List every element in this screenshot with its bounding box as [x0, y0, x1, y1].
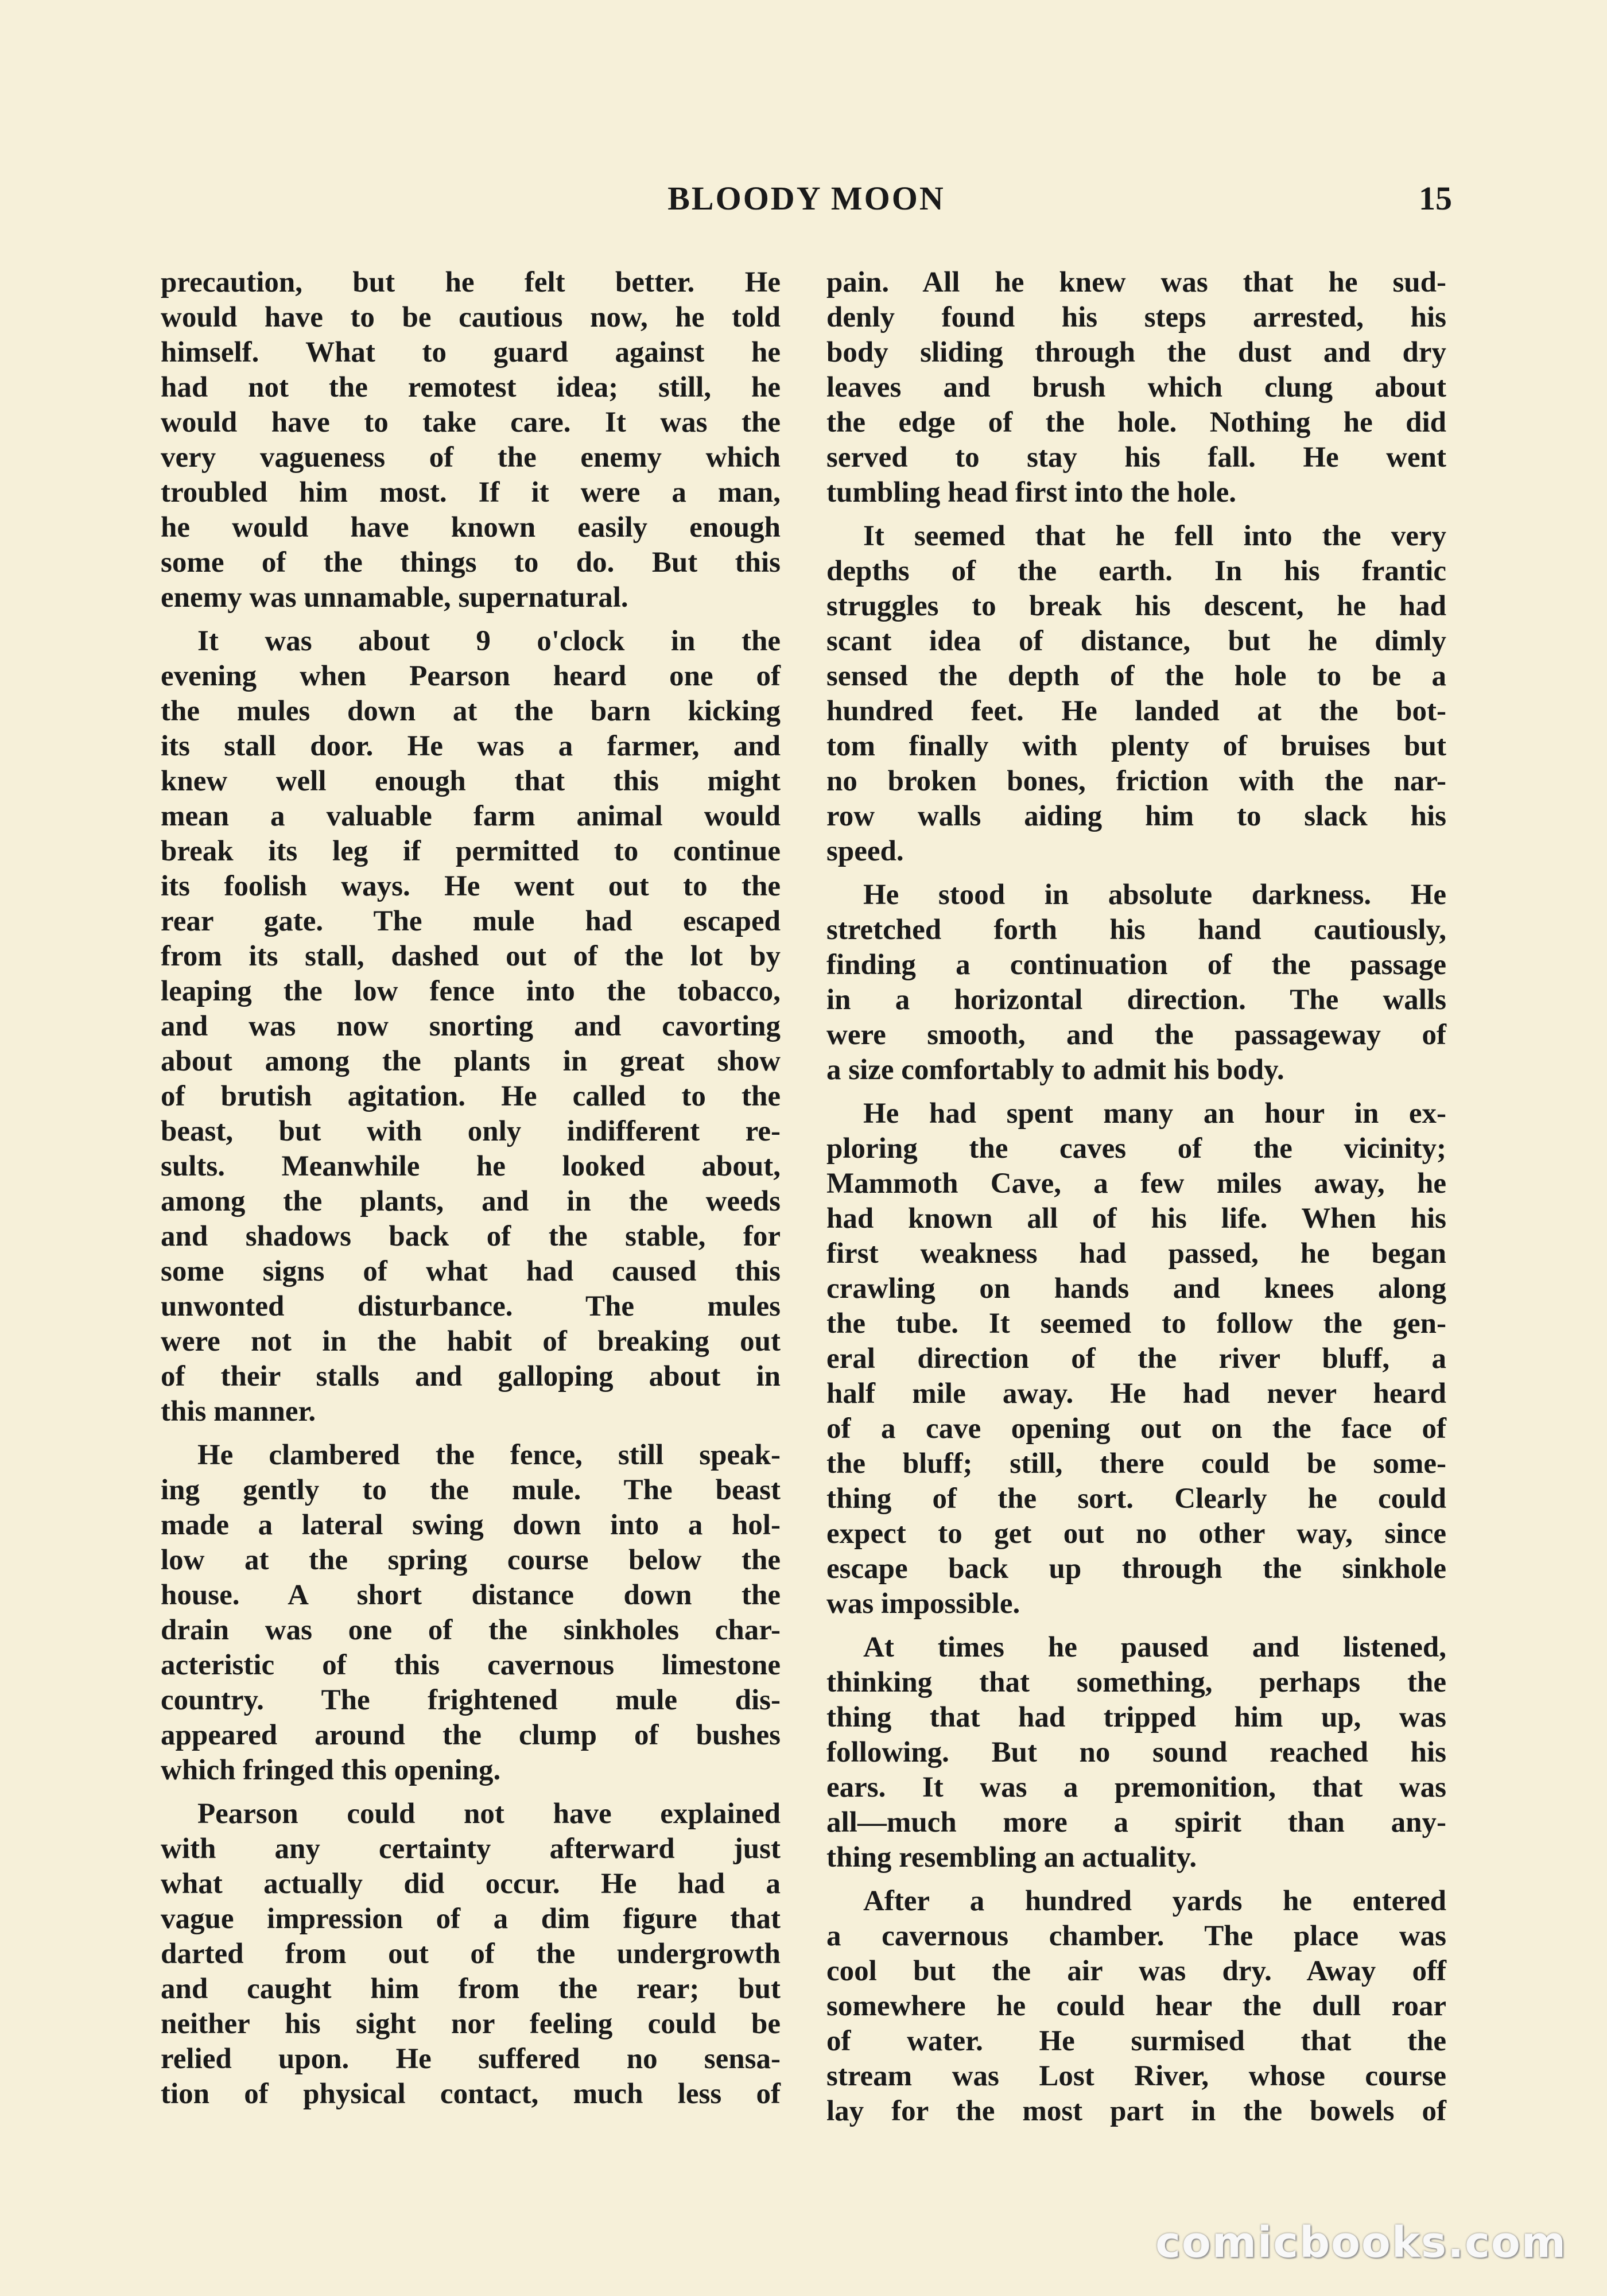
text-line: its stall door. He was a farmer, and [161, 730, 781, 762]
paragraph [826, 1096, 1446, 1622]
text-line: had known all of his life. When his [826, 1203, 1446, 1235]
text-line: finding a continuation of the passage [826, 949, 1446, 981]
text-line: troubled him most. If it were a man, [161, 476, 781, 509]
right-column [826, 265, 1446, 2138]
text-line: He had spent many an hour in ex- [863, 1097, 1446, 1130]
page-number: 15 [1419, 180, 1452, 217]
text-line: made a lateral swing down into a hol- [161, 1509, 781, 1541]
paragraph [826, 1630, 1446, 1875]
text-line: ploring the caves of the vicinity; [826, 1133, 1446, 1165]
text-line: served to stay his fall. He went [826, 441, 1446, 474]
paragraph [826, 1884, 1446, 2129]
text-line: unwonted disturbance. The mules [161, 1290, 781, 1322]
watermark: comicbooks.com [1155, 2218, 1567, 2267]
text-line: would have to take care. It was the [161, 406, 781, 439]
text-line: appeared around the clump of bushes [161, 1719, 781, 1751]
text-line: leaping the low fence into the tobacco, [161, 975, 781, 1007]
text-line: struggles to break his descent, he had [826, 590, 1446, 622]
text-line: half mile away. He had never heard [826, 1378, 1446, 1410]
text-line: relied upon. He suffered no sensa- [161, 2043, 781, 2075]
text-line: he would have known easily enough [161, 511, 781, 544]
text-line: body sliding through the dust and dry [826, 336, 1446, 369]
text-line: eral direction of the river bluff, a [826, 1343, 1446, 1375]
text-line: darted from out of the undergrowth [161, 1938, 781, 1970]
text-line: hundred feet. He landed at the bot- [826, 695, 1446, 727]
text-line: were not in the habit of breaking out [161, 1325, 781, 1358]
text-line: expect to get out no other way, since [826, 1518, 1446, 1550]
text-line: pain. All he knew was that he sud- [826, 266, 1446, 298]
running-title: BLOODY MOON [667, 180, 945, 217]
text-line: about among the plants in great show [161, 1045, 781, 1077]
text-line: stream was Lost River, whose course [826, 2060, 1446, 2092]
text-line: from its stall, dashed out of the lot by [161, 940, 781, 972]
text-line: the edge of the hole. Nothing he did [826, 406, 1446, 439]
text-line: enemy was unnamable, supernatural. [161, 581, 628, 614]
paragraph [826, 265, 1446, 510]
text-line: precaution, but he felt better. He [161, 266, 781, 298]
text-line: very vagueness of the enemy which [161, 441, 781, 474]
text-line: of their stalls and galloping about in [161, 1360, 781, 1393]
text-line: and was now snorting and cavorting [161, 1010, 781, 1042]
text-line: crawling on hands and knees along [826, 1273, 1446, 1305]
text-line: a cavernous chamber. The place was [826, 1920, 1446, 1952]
text-line: cool but the air was dry. Away off [826, 1955, 1446, 1987]
text-line: depths of the earth. In his frantic [826, 555, 1446, 587]
text-line: with any certainty afterward just [161, 1833, 781, 1865]
text-line: stretched forth his hand cautiously, [826, 914, 1446, 946]
text-line: some signs of what had caused this [161, 1255, 781, 1287]
text-line: among the plants, and in the weeds [161, 1185, 781, 1217]
text-line: in a horizontal direction. The walls [826, 984, 1446, 1016]
text-line: thing of the sort. Clearly he could [826, 1483, 1446, 1515]
text-line: rear gate. The mule had escaped [161, 905, 781, 937]
text-line: lay for the most part in the bowels of [826, 2095, 1446, 2127]
text-line: leaves and brush which clung about [826, 371, 1446, 404]
text-line: ing gently to the mule. The beast [161, 1474, 781, 1506]
text-line: beast, but with only indifferent re- [161, 1115, 781, 1147]
text-line: house. A short distance down the [161, 1579, 781, 1611]
text-line: of brutish agitation. He called to the [161, 1080, 781, 1112]
text-line: the mules down at the barn kicking [161, 695, 781, 727]
text-line: tion of physical contact, much less of [161, 2078, 781, 2110]
text-line: row walls aiding him to slack his [826, 800, 1446, 832]
text-line: low at the spring course below the [161, 1544, 781, 1576]
text-line: sults. Meanwhile he looked about, [161, 1150, 781, 1182]
text-line: of water. He surmised that the [826, 2025, 1446, 2057]
text-line: tom finally with plenty of bruises but [826, 730, 1446, 762]
text-line: thing resembling an actuality. [826, 1841, 1197, 1874]
paragraph [826, 878, 1446, 1088]
text-line: denly found his steps arrested, his [826, 301, 1446, 333]
paragraph [161, 265, 781, 615]
text-line: After a hundred yards he entered [863, 1885, 1446, 1917]
text-line: which fringed this opening. [161, 1754, 501, 1786]
text-line: sensed the depth of the hole to be a [826, 660, 1446, 692]
paragraph [161, 1438, 781, 1788]
text-line: At times he paused and listened, [863, 1631, 1446, 1663]
text-line: country. The frightened mule dis- [161, 1684, 781, 1716]
text-line: mean a valuable farm animal would [161, 800, 781, 832]
text-line: the tube. It seemed to follow the gen- [826, 1308, 1446, 1340]
text-line: some of the things to do. But this [161, 546, 781, 579]
text-line: following. But no sound reached his [826, 1736, 1446, 1768]
text-line: ears. It was a premonition, that was [826, 1771, 1446, 1804]
text-line: what actually did occur. He had a [161, 1868, 781, 1900]
text-line: a size comfortably to admit his body. [826, 1054, 1284, 1086]
text-line: knew well enough that this might [161, 765, 781, 797]
text-line: its foolish ways. He went out to the [161, 870, 781, 902]
running-head [161, 179, 1452, 225]
text-line: first weakness had passed, he began [826, 1238, 1446, 1270]
text-line: thing that had tripped him up, was [826, 1701, 1446, 1733]
text-line: all—much more a spirit than any- [826, 1806, 1446, 1839]
text-line: speed. [826, 835, 904, 867]
text-line: break its leg if permitted to continue [161, 835, 781, 867]
text-line: were smooth, and the passageway of [826, 1019, 1446, 1051]
text-line: neither his sight nor feeling could be [161, 2008, 781, 2040]
text-line: He clambered the fence, still speak- [197, 1439, 781, 1471]
text-line: himself. What to guard against he [161, 336, 781, 369]
text-line: scant idea of distance, but he dimly [826, 625, 1446, 657]
paragraph [161, 1797, 781, 2112]
text-line: and caught him from the rear; but [161, 1973, 781, 2005]
text-line: Pearson could not have explained [197, 1798, 781, 1830]
text-line: It was about 9 o'clock in the [197, 625, 781, 657]
paragraph [161, 624, 781, 1429]
left-column [161, 265, 781, 2120]
text-line: this manner. [161, 1395, 316, 1428]
text-line: He stood in absolute darkness. He [863, 879, 1446, 911]
text-line: the bluff; still, there could be some- [826, 1448, 1446, 1480]
text-line: no broken bones, friction with the nar- [826, 765, 1446, 797]
text-line: had not the remotest idea; still, he [161, 371, 781, 404]
text-line: was impossible. [826, 1588, 1020, 1620]
text-line: vague impression of a dim figure that [161, 1903, 781, 1935]
text-line: and shadows back of the stable, for [161, 1220, 781, 1252]
text-line: acteristic of this cavernous limestone [161, 1649, 781, 1681]
text-line: tumbling head first into the hole. [826, 476, 1237, 509]
text-line: would have to be cautious now, he told [161, 301, 781, 333]
text-line: Mammoth Cave, a few miles away, he [826, 1168, 1446, 1200]
text-line: drain was one of the sinkholes char- [161, 1614, 781, 1646]
text-line: escape back up through the sinkhole [826, 1553, 1446, 1585]
paragraph [826, 519, 1446, 869]
text-line: It seemed that he fell into the very [863, 520, 1446, 552]
text-line: somewhere he could hear the dull roar [826, 1990, 1446, 2022]
text-line: of a cave opening out on the face of [826, 1413, 1446, 1445]
text-line: evening when Pearson heard one of [161, 660, 781, 692]
text-line: thinking that something, perhaps the [826, 1666, 1446, 1698]
